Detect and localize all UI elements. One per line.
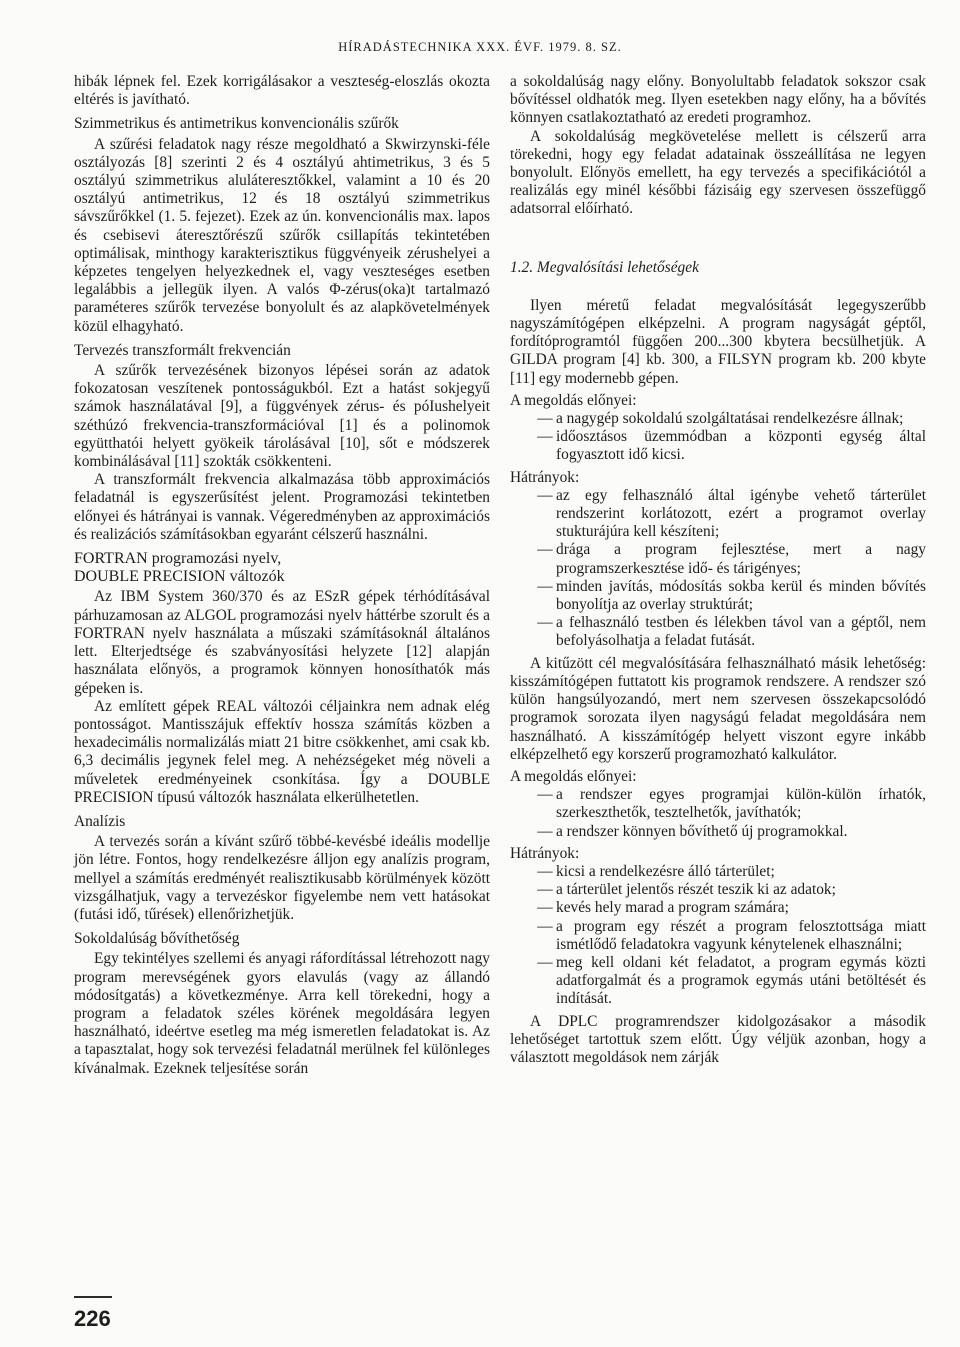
list-item-text: a rendszer egyes programjai külön-külön írhatók, szerkeszthetők, tesztelhetők, javíthatók; — [556, 786, 926, 822]
section-heading: Sokoldalúság bővíthetőség — [74, 930, 240, 948]
paragraph: Az IBM System 360/370 és az ESzR gépek térhódításával párhuzamosan az ALGOL programozási nyelv háttérbe szorult és a FORTRAN nyelv használata a műszaki számításoknál általános lett. Elterjedtsége és szabványosítási helyzete [12] alapján használata előnyös, a programok könnyen honosíthatók más gépeken is. — [74, 588, 490, 697]
paragraph: A sokoldalúság megkövetelése mellett is célszerű arra törekedni, hogy egy feladat adatainak összeállítása ne legyen bonyolult. Előnyös emellett, ha egy tervezés a specifikációtól a realizálás egy minél későbbi fázisáig egy szervesen összefüggő adatsorral előírható. — [510, 127, 926, 218]
list-item — [510, 614, 926, 650]
list-item — [510, 428, 926, 464]
list-dash: — — [537, 881, 553, 899]
paragraph: a sokoldalúság nagy előny. Bonyolultabb feladatok sokszor csak bővítéssel oldhatók meg. Ilyen esetekben nagy előny, ha a bővítés könnyen csatlakoztatható az eredeti programhoz. — [510, 73, 926, 127]
list-item-text: kevés hely marad a program számára; — [556, 899, 789, 917]
list-item — [510, 410, 926, 428]
paragraph: A szűrési feladatok nagy része megoldható a Skwirzynski-féle osztályozás [8] szerinti 2 és 4 osztályú ahtimetrikus, 3 és 5 osztályú szimmetrikus aluláteresztőkkel, valamint a 10 és 20 osztályú antimetrikus, 12 és 18 osztályú szimmetrikus sávszűrőkkel (1. 5. fejezet). Ezek az ún. konvencionális max. lapos és csebisevi áteresztőrészű szűrők csillapítás tekintetében optimálisak, minthogy karakterisztikus függvényeik zérushelyei a képzetes tengelyen helyezkednek el, vagy veszteséges esetben legalábbis a jellegük ilyen. A valós Φ-zérus(oka)t tartalmazó paraméteres szűrők tervezése bonyolult és az alapkövetelmények közül elhagyható. — [74, 135, 490, 335]
list-dash: — — [537, 486, 553, 504]
paragraph: A DPLC programrendszer kidolgozásakor a második lehetőséget tartottuk szem előtt. Úgy véljük azonban, hogy a választott megoldások nem zárják — [510, 1012, 926, 1066]
running-header: HÍRADÁSTECHNIKA XXX. ÉVF. 1979. 8. SZ. — [338, 40, 622, 54]
advantages-label: A megoldás előnyei: — [510, 391, 637, 409]
paragraph: hibák lépnek fel. Ezek korrigálásakor a veszteség-eloszlás okozta eltérés is javítható. — [74, 73, 490, 109]
list-item-text: drága a program fejlesztése, mert a nagy programszerkesztése idő- és tárigényes; — [556, 541, 926, 577]
list-dash: — — [537, 410, 553, 428]
section-heading: Szimmetrikus és antimetrikus konvencionális szűrők — [74, 115, 399, 133]
left-column — [74, 73, 490, 1078]
paragraph: Ilyen méretű feladat megvalósítását legegyszerűbb nagyszámítógépen elképzelni. A program nagyságát géptől, fordítóprogramtól függően 200...300 kbytera becsülhetjük. A GILDA program [4] kb. 300, a FILSYN program kb. 200 kbyte [11] egy modernebb gépen. — [510, 296, 926, 387]
list-item-text: meg kell oldani két feladatot, a program egymás közti adatforgalmát és a programok egymás utáni betöltését és indítását. — [556, 953, 926, 1008]
disadvantages-label: Hátrányok: — [510, 468, 580, 486]
list-item — [510, 918, 926, 954]
list-item-text: a tárterület jelentős részét teszik ki az adatok; — [556, 881, 836, 899]
list-item — [510, 786, 926, 822]
list-dash: — — [537, 899, 553, 917]
advantages-list — [510, 786, 926, 841]
right-column — [510, 73, 926, 1067]
section-heading: Analízis — [74, 812, 126, 830]
paragraph: A szűrők tervezésének bizonyos lépései során az adatok fokozatosan veszítenek pontosságukból. Ezt a hatást sokjegyű számok használatával [9], a függvények zérus- és póIushelyeit széthúzó frekvencia-transzformációval [1] és a polinomok együtthatói helyett gyökeik tárolásával [10], sőt e módszerek kombinálásával [11] szokták csökkenteni. — [74, 362, 490, 471]
list-item — [510, 487, 926, 542]
section-heading: 1.2. Megvalósítási lehetőségek — [510, 258, 699, 276]
list-item — [510, 899, 926, 917]
disadvantages-label: Hátrányok: — [510, 844, 580, 862]
disadvantages-list — [510, 487, 926, 651]
list-item-text: kicsi a rendelkezésre álló tárterület; — [556, 862, 775, 880]
advantages-list — [510, 410, 926, 465]
advantages-label: A megoldás előnyei: — [510, 767, 637, 785]
list-dash: — — [537, 822, 553, 840]
list-dash: — — [537, 862, 553, 880]
list-item — [510, 541, 926, 577]
list-item-text: a nagygép sokoldalú szolgáltatásai rendelkezésre állnak; — [556, 410, 904, 428]
section-heading: Tervezés transzformált frekvencián — [74, 341, 291, 359]
list-dash: — — [537, 577, 553, 595]
disadvantages-list — [510, 863, 926, 1009]
list-item-text: a felhasználó testben és lélekben távol van a géptől, nem befolyásolhatja a feladat futását. — [556, 614, 926, 650]
list-item — [510, 863, 926, 881]
paragraph: A tervezés során a kívánt szűrő többé-kevésbé ideális modellje jön létre. Fontos, hogy rendelkezésre álljon egy analízis program, mellyel a számítás eredményét realisztikusabb körülmények között vizsgálhatjuk, vagy a tervezéskor figyelembe nem vett hatásokat (futási idő, tűrések) ellenőrizhetjük. — [74, 833, 490, 923]
list-dash: — — [537, 614, 553, 632]
section-heading: DOUBLE PRECISION változók — [74, 568, 285, 586]
list-dash: — — [537, 786, 553, 804]
list-item — [510, 578, 926, 614]
list-item-text: az egy felhasználó által igénybe vehető tárterület rendszerint korlátozott, ezért a programot overlay stukturájúra kell készíteni; — [556, 486, 926, 541]
list-item-text: időosztásos üzemmódban a központi egység által fogyasztott idő kicsi. — [556, 428, 926, 464]
list-item — [510, 881, 926, 899]
section-heading: FORTRAN programozási nyelv, — [74, 550, 282, 568]
list-dash: — — [537, 917, 553, 935]
paragraph: Egy tekintélyes szellemi és anyagi ráfordítással létrehozott nagy program merevségének gyors elavulás (vagy az állandó módosítgatás) a következménye. Arra kell törekedni, hogy a program a feladatok széles körének megoldására legyen használható, ideértve esetleg ma még ismeretlen feladatokat is. Az a tapasztalat, hogy sok tervezési feladatnál merülnek fel különleges kívánalmak. Ezeknek teljesítése során — [74, 950, 490, 1077]
list-item — [510, 823, 926, 841]
paragraph: A transzformált frekvencia alkalmazása több approximációs feladatnál is egyszerűsítést jelent. Programozási tekintetben előnyei és hátrányai is vannak. Végeredményben az approximációs és realizációs számításokban egyaránt célszerű használni. — [74, 471, 490, 543]
page-number: 226 — [74, 1306, 111, 1331]
paragraph: A kitűzött cél megvalósítására felhasználható másik lehetőség: kisszámítógépen futtatott kis programok rendszere. A rendszer szó külön hangsúlyozandó, mert nem szervesen összekapcsolódó programok sorozata ilyen nagyságú feladat megoldására nem használható. A kisszámítógép helyett viszont egyre inkább elképzelhető egy korszerű programozható kalkulátor. — [510, 654, 926, 763]
list-item-text: minden javítás, módosítás sokba kerül és minden bővítés bonyolítja az overlay struktúrát; — [556, 577, 926, 614]
list-item — [510, 954, 926, 1009]
list-item-text: a rendszer könnyen bővíthető új programokkal. — [556, 822, 848, 840]
list-dash: — — [537, 953, 553, 971]
list-dash: — — [537, 428, 553, 446]
page-number-rule — [74, 1296, 112, 1298]
paragraph: Az említett gépek REAL változói céljainkra nem adnak elég pontosságot. Mantisszájuk effektív hossza számítás közben a hexadecimális normalizálás miatt 21 bitre csökkenhet, ami csak kb. 6,3 decimális jegynek felel meg. A nehézségeket még növeli a műveletek eredményeinek csonkítása. Így a DOUBLE PRECISION típusú változók használata elkerülhetetlen. — [74, 697, 490, 806]
list-dash: — — [537, 541, 553, 559]
list-item-text: a program egy részét a program felosztottsága miatt ismétlődő feladatokra vagyunk kénytelenek elhasználni; — [556, 917, 926, 953]
